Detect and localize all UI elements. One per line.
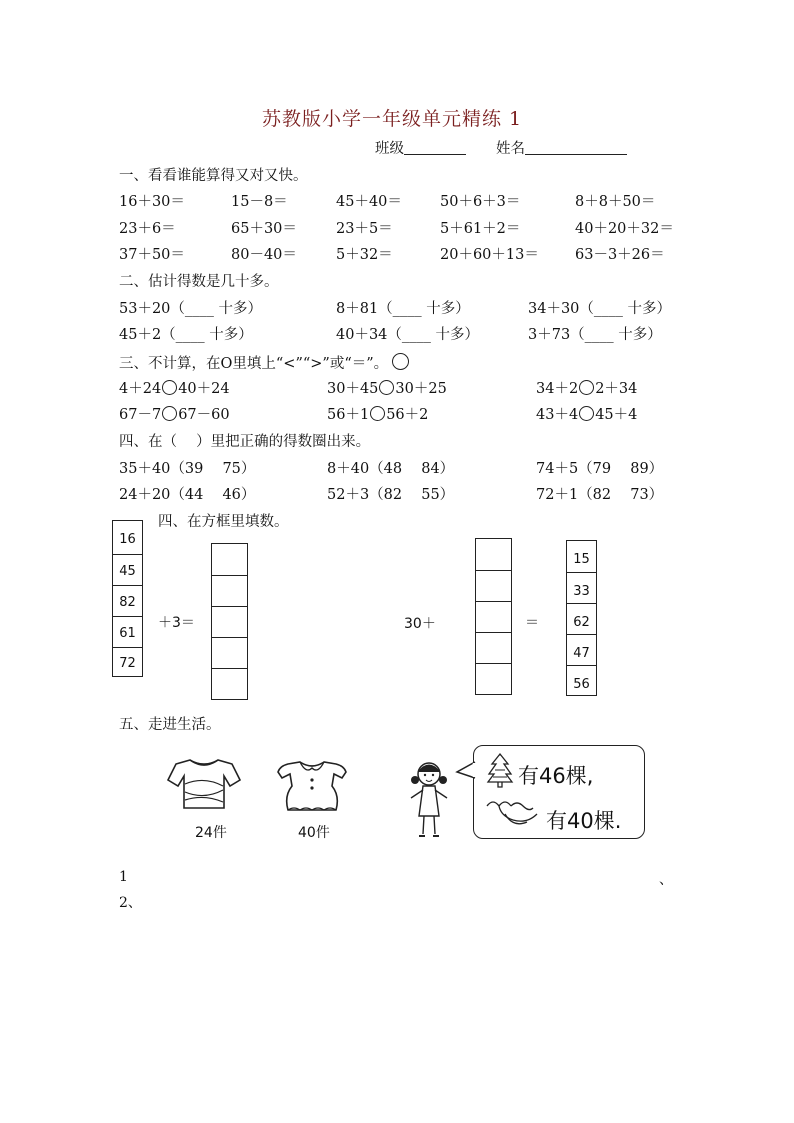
vegetable-icon <box>483 794 541 830</box>
bubble-line1: 有46棵, <box>518 764 594 788</box>
compare-item: 67－7 67－60 <box>119 407 230 423</box>
problem: 50＋6＋3＝ <box>440 194 521 210</box>
problem: 16＋30＝ <box>119 194 185 210</box>
answer-box[interactable] <box>212 606 247 637</box>
compare-item: 30＋45 30＋25 <box>327 381 447 397</box>
number-cell: 56 <box>567 665 596 696</box>
problem: 40＋20＋32＝ <box>575 221 674 237</box>
page-title: 苏教版小学一年级单元精练 1 <box>262 108 523 130</box>
section3-heading-text: 三、不计算，在O里填上“<”“>”或“＝”。 <box>119 356 389 372</box>
estimate-item: 3＋73（____ 十多） <box>528 327 662 343</box>
number-cell: 61 <box>112 616 143 647</box>
name-field[interactable] <box>496 140 627 158</box>
answer-box[interactable] <box>212 575 247 606</box>
estimate-item: 53＋20（____ 十多） <box>119 301 263 317</box>
circle-answer-item: 72＋1（82 73） <box>536 487 664 503</box>
equals-operator: ＝ <box>525 615 539 631</box>
number-cell: 15 <box>573 552 590 567</box>
problem: 23＋5＝ <box>336 221 393 237</box>
section6-heading: 五、走进生活。 <box>119 717 221 733</box>
compare-circle[interactable] <box>579 380 594 395</box>
dress-count: 40件 <box>298 825 330 841</box>
tree-icon <box>485 752 515 788</box>
problem: 5＋61＋2＝ <box>440 221 521 237</box>
section5-heading: 四、在方框里填数。 <box>158 514 289 530</box>
answer-column-2 <box>475 538 512 695</box>
class-field[interactable] <box>375 140 466 158</box>
tshirt-count: 24件 <box>195 825 227 841</box>
answer-box[interactable] <box>476 601 511 632</box>
number-cell: 45 <box>112 554 143 585</box>
circle-answer-item: 35＋40（39 75） <box>119 461 256 477</box>
problem: 65＋30＝ <box>231 221 297 237</box>
circle-answer-item: 8＋40（48 84） <box>327 461 455 477</box>
number-cell: 82 <box>112 585 143 616</box>
compare-item: 43＋4 45＋4 <box>536 407 638 423</box>
compare-item: 56＋1 56＋2 <box>327 407 429 423</box>
problem: 45＋40＝ <box>336 194 402 210</box>
problem: 23＋6＝ <box>119 221 176 237</box>
girl-icon <box>403 756 457 846</box>
answer-box[interactable] <box>476 539 511 570</box>
plus3-operator: ＋3＝ <box>158 615 195 631</box>
compare-circle[interactable] <box>162 406 177 421</box>
class-label: 班级 <box>375 141 404 157</box>
left-number-stack <box>112 520 143 677</box>
section4-heading: 四、在（ ）里把正确的得数圈出来。 <box>119 434 371 450</box>
section1-heading: 一、看看谁能算得又对又快。 <box>119 168 308 184</box>
bubble-line2: 有40棵. <box>546 809 622 833</box>
answer-box[interactable] <box>212 668 247 700</box>
question-1: 1 <box>119 869 128 885</box>
circle-answer-item: 52＋3（82 55） <box>327 487 455 503</box>
compare-item: 4＋24 40＋24 <box>119 381 230 397</box>
answer-box[interactable] <box>476 570 511 601</box>
answer-box[interactable] <box>212 637 247 668</box>
number-cell: 16 <box>119 532 136 547</box>
answer-box[interactable] <box>476 663 511 695</box>
tshirt-icon <box>166 756 242 812</box>
problem: 15－8＝ <box>231 194 288 210</box>
problem: 63－3＋26＝ <box>575 247 665 263</box>
problem: 8＋8＋50＝ <box>575 194 656 210</box>
problem: 20＋60＋13＝ <box>440 247 539 263</box>
question-1-end: 、 <box>659 872 673 888</box>
section3-heading <box>119 353 410 373</box>
estimate-item: 8＋81（____ 十多） <box>336 301 470 317</box>
circle-answer-item: 24＋20（44 46） <box>119 487 256 503</box>
number-cell: 72 <box>112 647 143 677</box>
section2-heading: 二、估计得数是几十多。 <box>119 274 279 290</box>
answer-column-1 <box>211 543 248 700</box>
name-label: 姓名 <box>496 141 525 157</box>
compare-circle[interactable] <box>162 380 177 395</box>
number-cell: 62 <box>567 603 596 634</box>
right-number-column <box>566 540 597 696</box>
compare-circle[interactable] <box>370 406 385 421</box>
number-cell: 33 <box>567 572 596 603</box>
dress-icon <box>274 756 350 816</box>
circle-answer-item: 74＋5（79 89） <box>536 461 664 477</box>
problem: 5＋32＝ <box>336 247 393 263</box>
answer-box[interactable] <box>476 632 511 663</box>
number-cell: 47 <box>567 634 596 665</box>
compare-circle[interactable] <box>579 406 594 421</box>
problem: 37＋50＝ <box>119 247 185 263</box>
answer-box[interactable] <box>212 544 247 575</box>
plus30-operator: 30＋ <box>404 616 436 632</box>
problem: 80－40＝ <box>231 247 297 263</box>
estimate-item: 34＋30（____ 十多） <box>528 301 672 317</box>
bubble-tail <box>455 760 477 780</box>
estimate-item: 45＋2（____ 十多） <box>119 327 253 343</box>
circle-icon <box>392 353 409 370</box>
compare-item: 34＋2 2＋34 <box>536 381 638 397</box>
compare-circle[interactable] <box>379 380 394 395</box>
estimate-item: 40＋34（____ 十多） <box>336 327 480 343</box>
question-2: 2、 <box>119 895 142 911</box>
